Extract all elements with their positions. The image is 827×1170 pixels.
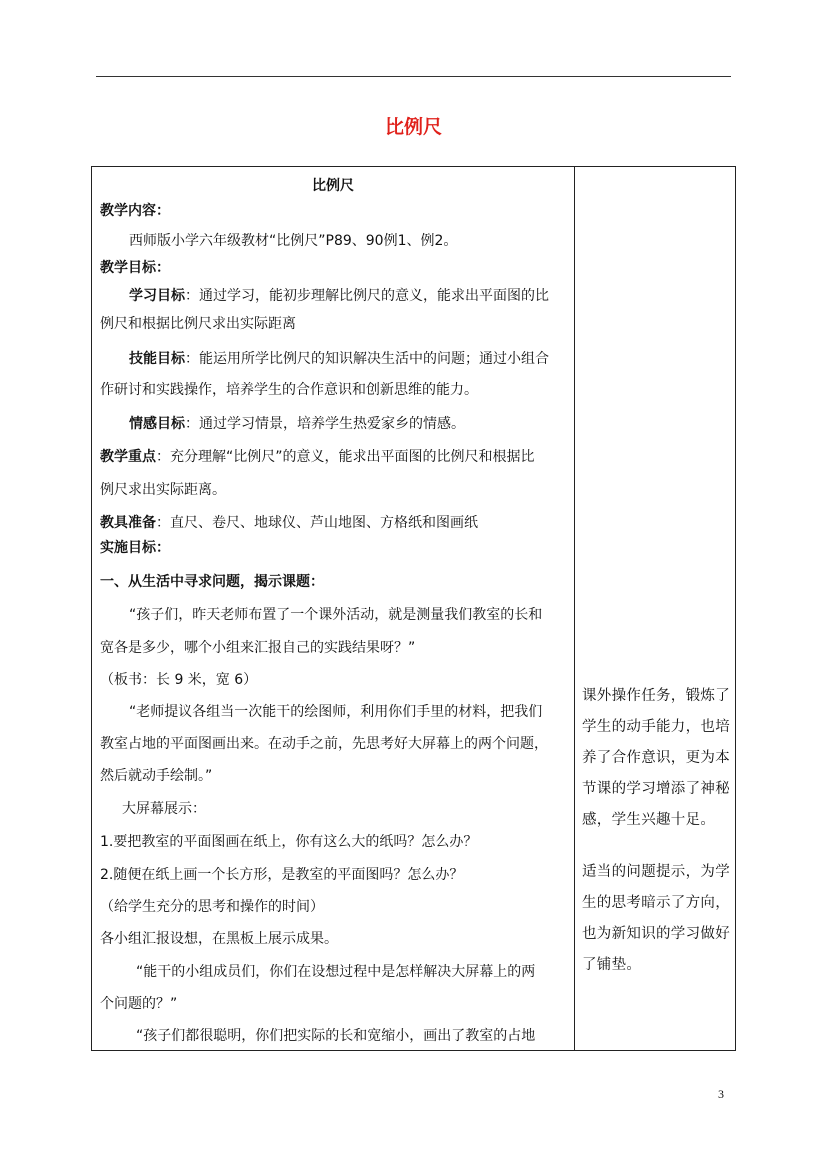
note-1-line: 学生的动手能力，也培 (582, 719, 730, 735)
paragraph-4-line1: “孩子们都很聪明，你们把实际的长和宽缩小，画出了教室的占地 (136, 1028, 536, 1044)
implementation-label: 实施目标： (100, 540, 170, 556)
notes-column (575, 167, 736, 1050)
note-2 (582, 857, 734, 981)
learning-goal-label: 学习目标 (129, 288, 185, 304)
header-rule (96, 76, 731, 77)
note-1-line: 节课的学习增添了神秘 (582, 781, 730, 797)
thinking-note: （给学生充分的思考和操作的时间） (100, 899, 324, 915)
content-label: 教学内容： (100, 203, 170, 219)
lesson-table (91, 166, 736, 1051)
tools-line (100, 512, 478, 532)
board-note: （板书：长 9 米，宽 6） (100, 672, 258, 688)
report-line: 各小组汇报设想，在黑板上展示成果。 (100, 931, 338, 947)
skill-goal-text: ：能运用所学比例尺的知识解决生活中的问题；通过小组合 (185, 351, 549, 367)
paragraph-1-line1: “孩子们，昨天老师布置了一个课外活动，就是测量我们教室的长和 (129, 607, 543, 623)
note-1-line: 养了合作意识，更为本 (582, 750, 730, 766)
key-point-line2: 例尺求出实际距离。 (100, 482, 226, 498)
document-title: 比例尺 (384, 116, 442, 138)
key-point-text: ：充分理解“比例尺”的意义，能求出平面图的比例尺和根据比 (156, 449, 535, 465)
note-2-line: 生的思考暗示了方向， (582, 895, 730, 911)
lesson-plan-column (92, 167, 574, 1050)
content-text: 西师版小学六年级教材“比例尺”P89、90例1、例2。 (129, 233, 458, 249)
question-1: 1.要把教室的平面图画在纸上，你有这么大的纸吗？怎么办？ (100, 834, 478, 850)
note-1 (582, 681, 734, 836)
emotion-goal-label: 情感目标 (129, 416, 185, 432)
paragraph-1-line2: 宽各是多少，哪个小组来汇报自己的实践结果呀？” (100, 640, 416, 656)
key-point-line (100, 446, 535, 466)
paragraph-2-line3: 然后就动手绘制。” (100, 768, 213, 784)
note-2-line: 也为新知识的学习做好 (582, 926, 730, 942)
learning-goal-line (129, 285, 549, 305)
skill-goal-line (129, 348, 549, 368)
key-point-label: 教学重点 (100, 449, 156, 465)
goals-label: 教学目标： (100, 260, 170, 276)
emotion-goal-text: ：通过学习情景，培养学生热爱家乡的情感。 (185, 416, 465, 432)
note-1-line: 感，学生兴趣十足。 (582, 812, 716, 828)
note-1-line: 课外操作任务，锻炼了 (582, 688, 730, 704)
page-number: 3 (718, 1087, 724, 1101)
skill-goal-label: 技能目标 (129, 351, 185, 367)
section1-heading: 一、从生活中寻求问题，揭示课题： (100, 574, 324, 590)
tools-label: 教具准备 (100, 515, 156, 531)
learning-goal-text: ：通过学习，能初步理解比例尺的意义，能求出平面图的比 (185, 288, 549, 304)
skill-goal-line2: 作研讨和实践操作，培养学生的合作意识和创新思维的能力。 (100, 382, 478, 398)
screen-label: 大屏幕展示： (122, 801, 206, 817)
paragraph-3-line2: 个问题的？” (100, 996, 178, 1012)
question-2: 2.随便在纸上画一个长方形，是教室的平面图吗？怎么办？ (100, 867, 464, 883)
learning-goal-line2: 例尺和根据比例尺求出实际距离 (100, 316, 296, 332)
paragraph-2-line1: “老师提议各组当一次能干的绘图师，利用你们手里的材料，把我们 (129, 704, 543, 720)
paragraph-2-line2: 教室占地的平面图画出来。在动手之前，先思考好大屏幕上的两个问题， (100, 736, 548, 752)
lesson-heading: 比例尺 (312, 178, 354, 194)
paragraph-3-line1: “能干的小组成员们，你们在设想过程中是怎样解决大屏幕上的两 (136, 964, 536, 980)
emotion-goal-line (129, 413, 465, 433)
note-2-line: 了铺垫。 (582, 957, 642, 973)
note-2-line: 适当的问题提示，为学 (582, 864, 730, 880)
tools-text: ：直尺、卷尺、地球仪、芦山地图、方格纸和图画纸 (156, 515, 478, 531)
